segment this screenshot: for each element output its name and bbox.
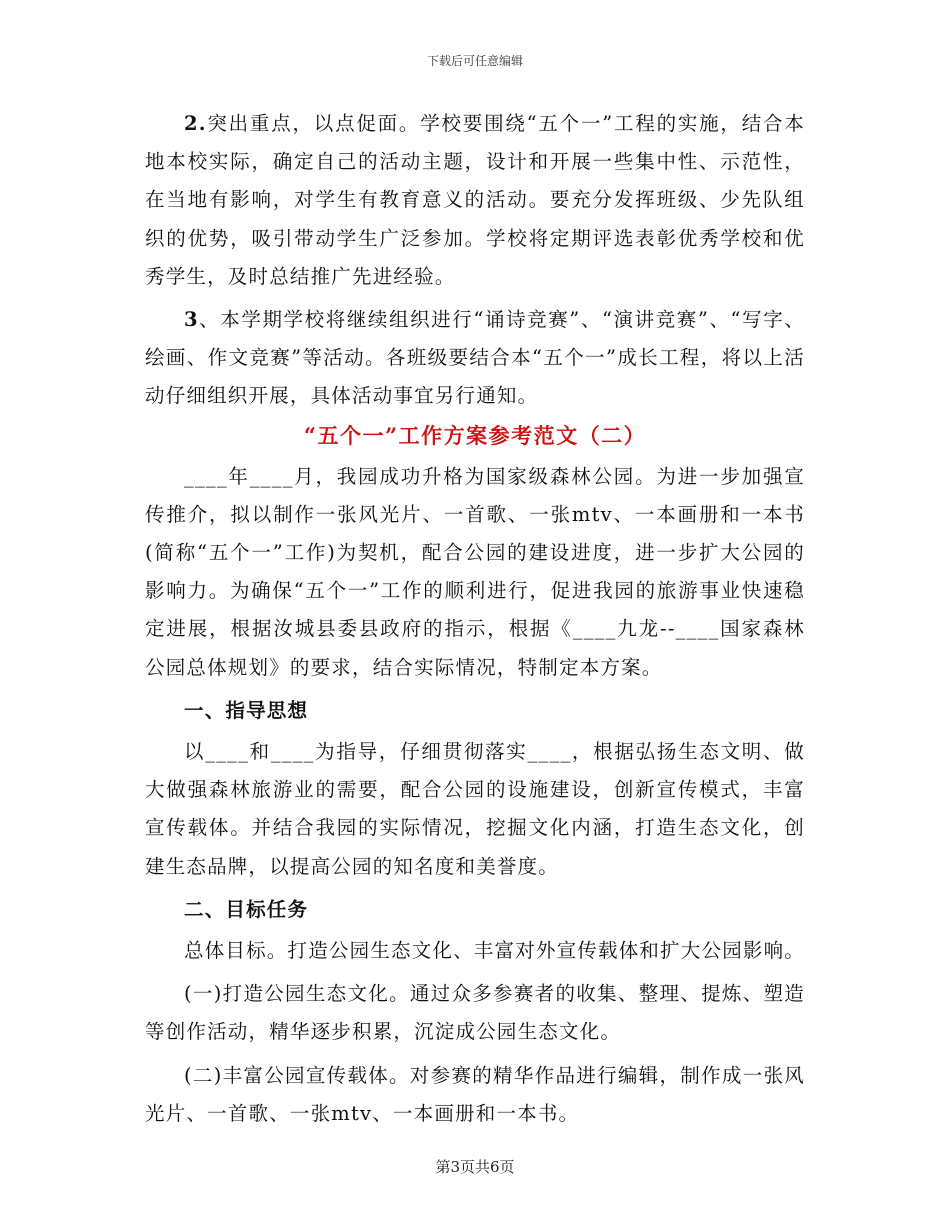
section-heading-guiding: 一、指导思想 (184, 698, 309, 722)
paragraph-item-2 (145, 105, 805, 296)
item-text: 突出重点，以点促面。学校要围绕“五个一”工程的实施，结合本地本校实际，确定自己的活动主题，设计和开展一些集中性、示范性，在当地有影响，对学生有教育意义的活动。要充分发挥班级、少先队组织的优势，吸引带动学生广泛参加。学校将定期评选表彰优秀学校和优秀学生，及时总结推广先进经验。 (145, 112, 805, 288)
item-number: 2. (184, 112, 207, 135)
guiding-paragraph: 以____和____为指导，仔细贯彻落实____，根据弘扬生态文明、做大做强森林旅游业的需要，配合公园的设施建设，创新宣传模式，丰富宣传载体。并结合我园的实际情况，挖掘文化内涵，打造生态文化，创建生态品牌，以提高公园的知名度和美誉度。 (145, 740, 805, 878)
paragraph-item-3 (145, 301, 805, 416)
page-footer: 第3页共6页 (435, 1158, 515, 1176)
goals-paragraph-2: (二)丰富公园宣传载体。对参赛的精华作品进行编辑，制作成一张风光片、一首歌、一张mtv、一本画册和一本书。 (145, 1063, 805, 1125)
section-heading-goals: 二、目标任务 (184, 897, 309, 921)
intro-paragraph: ____年____月，我园成功升格为国家级森林公园。为进一步加强宣传推介，拟以制作一张风光片、一首歌、一张mtv、一本画册和一本书(简称“五个一”工作)为契机，配合公园的建设进度，进一步扩大公园的影响力。为确保“五个一”工作的顺利进行，促进我园的旅游事业快速稳定进展，根据汝城县委县政府的指示，根据《____九龙--____国家森林公园总体规划》的要求，结合实际情况，特制定本方案。 (145, 464, 805, 679)
goals-paragraph-1: (一)打造公园生态文化。通过众多参赛者的收集、整理、提炼、塑造等创作活动，精华逐步积累，沉淀成公园生态文化。 (145, 982, 805, 1044)
document-body (145, 105, 805, 1133)
section-title: “五个一”工作方案参考范文（二） (303, 422, 647, 448)
item-number: 3 (184, 308, 199, 332)
item-text: 、本学期学校将继续组织进行“诵诗竞赛”、“演讲竞赛”、“写字、绘画、作文竞赛”等活动。各班级要结合本“五个一”成长工程，将以上活动仔细组织开展，具体活动事宜另行通知。 (145, 308, 805, 408)
goals-paragraph-overall: 总体目标。打造公园生态文化、丰富对外宣传载体和扩大公园影响。 (184, 939, 806, 963)
page-header: 下载后可任意编辑 (426, 54, 523, 68)
